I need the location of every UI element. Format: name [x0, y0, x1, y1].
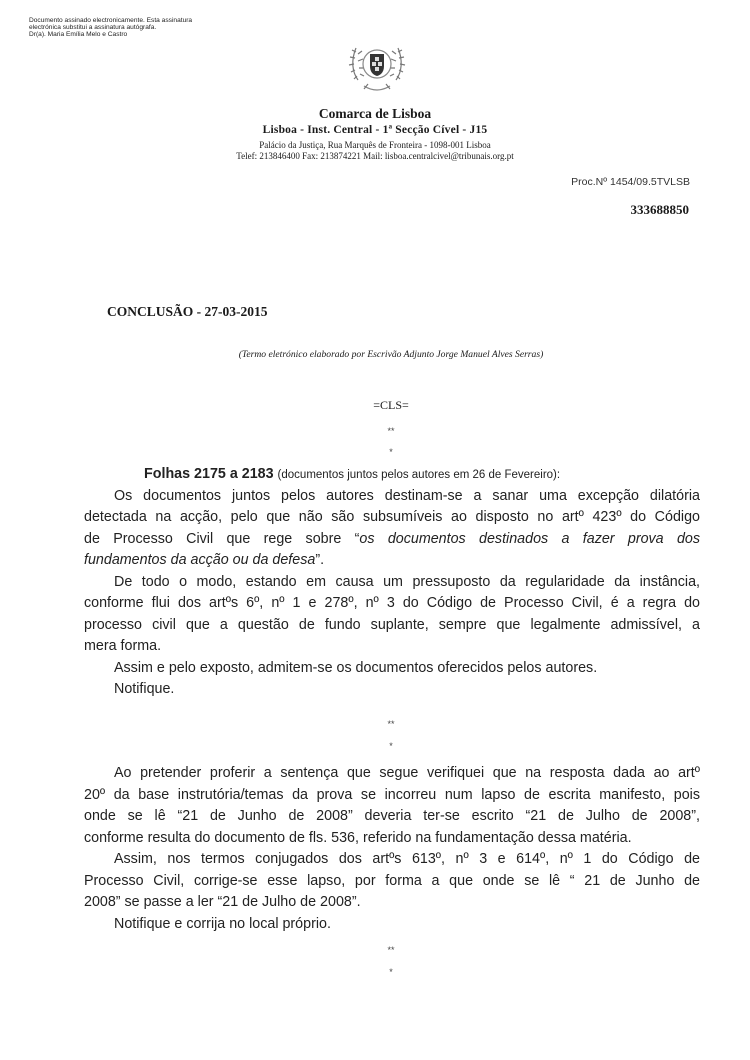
paragraph-line: detectada na acção, pelo que não são subsumíveis ao disposto no artº 423º do Código — [84, 509, 700, 525]
separator-single-star: * — [389, 447, 393, 457]
paragraph-line: Assim, nos termos conjugados dos artºs 613º, nº 3 e 614º, nº 1 do Código de — [114, 851, 700, 867]
paragraph-line: 20º da base instrutória/temas da prova se incorreu num lapso de escrita manifesto, pois — [84, 786, 700, 803]
separator-single-star: * — [389, 967, 393, 977]
process-number: Proc.Nº 1454/09.5TVLSB — [571, 176, 690, 188]
court-address: Palácio da Justiça, Rua Marquês de Fronteira - 1098-001 Lisboa — [259, 140, 491, 150]
paragraph-line: Processo Civil, corrige-se esse lapso, por forma a que onde se lê “ 21 de Junho de — [84, 872, 700, 889]
court-section: Lisboa - Inst. Central - 1ª Secção Cível - J15 — [262, 124, 488, 136]
quoted-text: fundamentos da acção ou da defesa — [84, 552, 316, 568]
paragraph-notify — [114, 679, 700, 701]
separator-double-star: ** — [387, 945, 395, 955]
electronic-term-note: (Termo eletrónico elaborado por Escrivão Adjunto Jorge Manuel Alves Serras) — [238, 349, 544, 360]
paragraph-line: mera forma. — [84, 638, 162, 654]
document-reference: 333688850 — [630, 202, 689, 217]
signature-note-signer: Dr(a). Maria Emília Melo e Castro — [29, 31, 128, 38]
separator-single-star: * — [389, 741, 393, 751]
paragraph-line: Ao pretender proferir a sentença que segue verifiquei que na resposta dada ao artº — [114, 765, 700, 781]
separator-double-star: ** — [387, 719, 395, 729]
paragraph-line: processo civil que a questão de fundo suplante, sempre que legalmente admissível, a — [84, 616, 700, 633]
paragraph-line: De todo o modo, estando em causa um pressuposto da regularidade da instância, — [114, 573, 700, 590]
coat-of-arms-emblem — [348, 36, 406, 96]
paragraph-line — [84, 529, 700, 551]
paragraph-text: de Processo Civil que rege sobre “ — [84, 530, 360, 547]
paragraph-line: Os documentos juntos pelos autores destinam-se a sanar uma excepção dilatória — [114, 487, 700, 504]
paragraph-documents — [84, 486, 700, 572]
folhas-label: Folhas 2175 a 2183 — [144, 466, 274, 482]
conclusion-heading: CONCLUSÃO - 27-03-2015 — [107, 304, 268, 319]
paragraph-procedural — [84, 572, 700, 658]
paragraph-correction-reason — [84, 763, 700, 849]
paragraph-text: ”. — [315, 552, 325, 568]
separator-double-star: ** — [387, 426, 395, 436]
court-contacts: Telef: 213846400 Fax: 213874221 Mail: lisboa.centralcivel@tribunais.org.pt — [236, 151, 514, 161]
paragraph-line — [84, 550, 700, 572]
cls-marker: =CLS= — [373, 398, 409, 412]
folhas-note: (documentos juntos pelos autores em 26 de Fevereiro): — [277, 469, 561, 481]
paragraph-correction-order — [84, 849, 700, 914]
paragraph-line: conforme flui dos artºs 6º, nº 1 e 278º, nº 3 do Código de Processo Civil, é a regra do — [84, 595, 700, 611]
quoted-text: os documentos destinados a fazer prova dos — [359, 530, 700, 547]
signature-note-line: electrónica substitui a assinatura autógrafa. — [29, 24, 157, 31]
paragraph-admission — [114, 658, 700, 680]
paragraph-line: Notifique e corrija no local próprio. — [114, 915, 331, 932]
folhas-line — [114, 464, 700, 487]
signature-note — [29, 17, 192, 38]
paragraph-line: conforme resulta do documento de fls. 536, referido na fundamentação dessa matéria. — [84, 829, 632, 846]
court-name: Comarca de Lisboa — [318, 106, 432, 121]
signature-note-line: Documento assinado electronicamente. Esta assinatura — [29, 17, 193, 24]
paragraph-line: onde se lê “21 de Junho de 2008” deveria ter-se escrito “21 de Julho de 2008”, — [84, 808, 700, 824]
paragraph-line: 2008” se passe a ler “21 de Julho de 2008”. — [84, 894, 361, 910]
paragraph-line: Assim e pelo exposto, admitem-se os documentos oferecidos pelos autores. — [114, 659, 598, 676]
paragraph-line: Notifique. — [114, 681, 175, 697]
paragraph-notify-correct — [114, 914, 700, 936]
